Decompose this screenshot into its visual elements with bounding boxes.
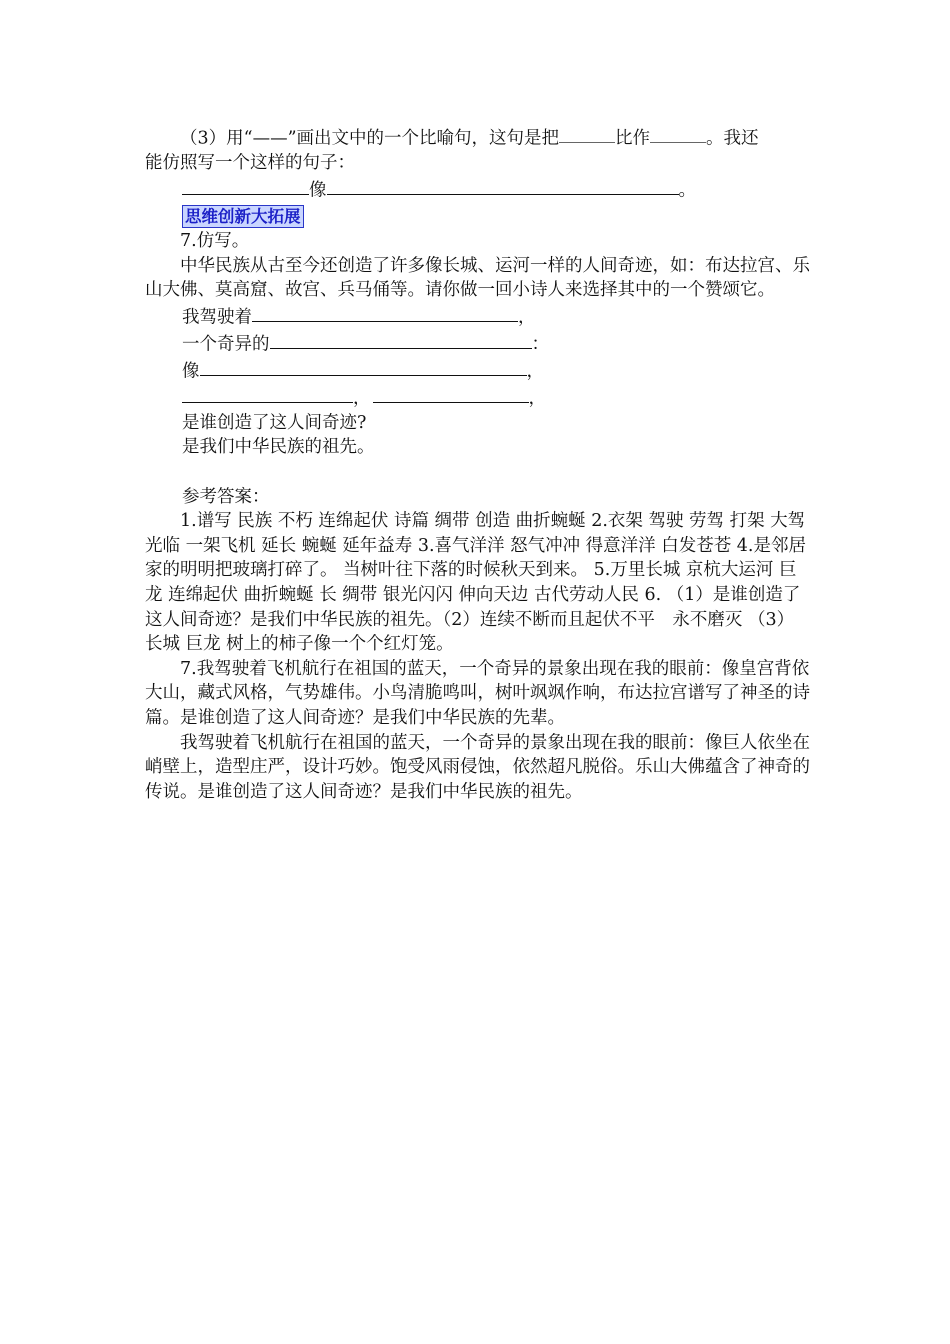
answer-blank xyxy=(182,176,309,195)
question-3-line-1 xyxy=(145,124,810,151)
question-3-text-b: 比作 xyxy=(615,128,651,149)
poem-line-4-punct: ， xyxy=(528,388,546,409)
question-3-text-a: （3）用“——”画出文中的一个比喻句，这句是把 xyxy=(180,128,560,149)
answers-7-example-2: 我驾驶着飞机航行在祖国的蓝天，一个奇异的景象出现在我的眼前：像巨人依坐在峭壁上，造型庄严，设计巧妙。饱受风雨侵蚀，依然超凡脱俗。乐山大佛蕴含了神奇的传说。是谁创造了这人间奇迹？是我们中华民族的祖先。 xyxy=(145,732,810,802)
answer-blank xyxy=(327,176,679,195)
question-7-title: 7.仿写。 xyxy=(180,231,250,252)
question-3-end: 。 xyxy=(678,179,696,200)
answers-7-example-1: 7.我驾驶着飞机航行在祖国的蓝天，一个奇异的景象出现在我的眼前：像皇宫背依大山，藏式风格，气势雄伟。小鸟清脆鸣叫，树叶飒飒作响，布达拉宫谱写了神圣的诗篇。是谁创造了这人间奇迹？是我们中华民族的先辈。 xyxy=(145,658,810,728)
poem-line-2-punct: ： xyxy=(531,334,549,355)
answer-blank xyxy=(252,303,518,322)
question-3-text-c: 。我还 xyxy=(706,128,759,149)
poem-line-3 xyxy=(145,357,810,384)
answer-blank xyxy=(559,124,615,143)
spacer xyxy=(145,460,810,485)
question-3-line-2: 能仿照写一个这样的句子： xyxy=(145,152,355,173)
poem-line-1 xyxy=(145,303,810,330)
question-3-line-3 xyxy=(145,176,810,203)
answer-blank xyxy=(182,384,353,403)
answers-1-6: 1.谱写 民族 不朽 连绵起伏 诗篇 绸带 创造 曲折蜿蜒 2.衣架 驾驶 劳驾 打架 大驾光临 一架飞机 延长 蜿蜒 延年益寿 3.喜气洋洋 怒气冲冲 得意洋洋 白发苍苍 4.是邻居家的明明把玻璃打碎了。 当树叶往下落的时候秋天到来。 5.万里长城 京杭大运河 巨龙 连绵起伏 曲折蜿蜒 长 绸带 银光闪闪 伸向天边 古代劳动人民 6. （1）是谁创造了这人间奇迹？是我们中华民族的祖先。（2）连续不断而且起伏不平 永不磨灭 （3）长城 巨龙 树上的柿子像一个个红灯笼。 xyxy=(145,511,806,655)
poem-line-3-text: 像 xyxy=(182,361,200,382)
poem-line-5: 是谁创造了这人间奇迹? xyxy=(182,412,367,433)
poem-line-2-text: 一个奇异的 xyxy=(182,334,270,355)
poem-line-6: 是我们中华民族的祖先。 xyxy=(182,437,375,458)
poem-line-1-punct: ， xyxy=(518,307,536,328)
poem-line-4 xyxy=(145,384,810,411)
section-header-row xyxy=(145,205,810,230)
section-header: 思维创新大拓展 xyxy=(182,205,304,228)
question-3-like: 像 xyxy=(309,179,327,200)
answer-blank xyxy=(200,357,527,376)
answer-blank xyxy=(650,124,706,143)
poem-line-1-text: 我驾驶着 xyxy=(182,307,252,328)
poem-line-4-sep: ， xyxy=(353,388,371,409)
poem-line-3-punct: ， xyxy=(526,361,544,382)
answer-blank xyxy=(373,384,529,403)
poem-line-2 xyxy=(145,330,810,357)
question-7-intro: 中华民族从古至今还创造了许多像长城、运河一样的人间奇迹，如：布达拉宫、乐山大佛、莫高窟、故宫、兵马俑等。请你做一回小诗人来选择其中的一个赞颂它。 xyxy=(145,255,810,301)
answers-title: 参考答案： xyxy=(182,486,270,507)
document-body xyxy=(145,124,810,804)
answer-blank xyxy=(270,330,532,349)
